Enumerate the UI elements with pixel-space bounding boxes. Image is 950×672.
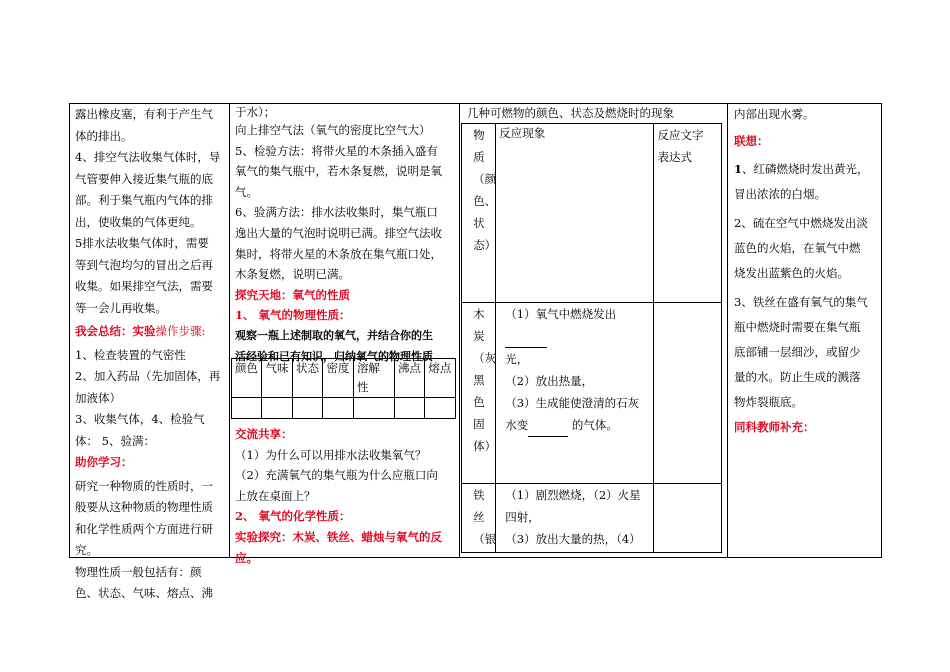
table-cell: 颜色 (232, 359, 262, 398)
text-line: 和化学性质两个方面进行研 (75, 521, 213, 536)
column-2 (235, 104, 457, 367)
text-line: 4、排空气法收集气体时，导 (75, 150, 221, 164)
text-line: 于水）； (235, 105, 276, 119)
step-line: 1、检查装置的气密性 (75, 347, 186, 362)
charcoal-name: 木炭（灰黑色固体） (462, 303, 496, 484)
column-1 (75, 104, 227, 605)
text-line: 内部出现水雾。 (734, 107, 815, 121)
text-line: 部。利于集气瓶内气体的排 (75, 193, 213, 207)
text-line: 向上排空气法（氧气的密度比空气大） (235, 123, 431, 137)
exchange-heading: 交流共享： (235, 427, 293, 441)
text-line: 逸出大量的气泡时说明已满。排空气法收 (235, 225, 442, 240)
header-substance: 物质（颜色、状态） (462, 124, 496, 303)
text-line: 体的排出。 (75, 128, 133, 143)
column-4 (734, 104, 880, 438)
text-line: 木条复燃，说明已满。 (235, 267, 350, 282)
physical-property-table (231, 358, 456, 419)
summary-heading: 我会总结：实验操作步骤: (75, 324, 206, 338)
text-line: 1、红磷燃烧时发出黄光， (734, 161, 869, 176)
text-line: 等一会儿再收集。 (75, 300, 167, 315)
combustion-table (461, 123, 722, 553)
table-cell[interactable] (394, 398, 424, 419)
header-expression: 反应文字 表达式 (654, 124, 722, 303)
table-row (462, 484, 722, 553)
table-cell: 气味 (262, 359, 292, 398)
table-row (232, 398, 456, 419)
table-row (462, 124, 722, 303)
text-line: 蓝色的火焰，在氧气中燃 (734, 240, 861, 255)
text-line: 冒出浓浓的白烟。 (734, 186, 826, 201)
table-cell[interactable] (425, 398, 456, 419)
question-line: （1）为什么可以用排水法收集氧气？ (235, 447, 427, 462)
table-cell[interactable] (262, 398, 292, 419)
text-line: 活经验和已有知识，归纳氧气的物理性质 (235, 349, 433, 363)
column-divider (229, 103, 230, 558)
text-line: 3、铁丝在盛有氧气的集气 (734, 294, 868, 309)
help-heading: 助你学习： (75, 455, 133, 469)
text-line: 露出橡皮塞，有利于产生气 (75, 107, 213, 121)
text-line: 等到气泡均匀的冒出之后再 (75, 257, 213, 272)
text-line: 气管要伸入接近集气瓶的底 (75, 171, 213, 186)
teacher-supplement-heading: 同科教师补充： (734, 419, 815, 434)
iron-name: 铁丝（银 (462, 484, 496, 553)
experiment-line: 应。 (235, 550, 258, 565)
combustion-table-title: 几种可燃物的颜色、状态及燃烧时的现象 (467, 106, 674, 120)
step-line: 2、加入药品（先加固体，再 (75, 369, 221, 383)
question-line: （2）充满氧气的集气瓶为什么应瓶口向 (235, 468, 438, 483)
text-line: 般要从这种物质的物理性质 (75, 500, 213, 514)
answer-blank[interactable] (505, 325, 547, 348)
text-line: 物炸裂瓶底。 (734, 394, 803, 409)
text-line: 烧发出蓝紫色的火焰。 (734, 265, 849, 280)
section-heading: 2、 氧气的化学性质： (235, 509, 351, 524)
table-cell[interactable] (292, 398, 322, 419)
association-heading: 联想： (734, 134, 769, 148)
text-line: 观察一瓶上述制取的氧气，并结合你的生 (235, 328, 433, 342)
text-line: 集时，将带火星的木条放在集气瓶口处， (235, 246, 442, 261)
iron-expression[interactable] (654, 484, 722, 553)
text-line: 色、状态、气味、熔点、沸 (75, 586, 213, 600)
question-line: 上放在桌面上？ (235, 488, 316, 503)
table-cell: 密度 (323, 359, 353, 398)
text-line: 底部铺一层细沙，或留少 (734, 344, 861, 359)
step-line: 3、收集气体，4、检验气 (75, 412, 205, 426)
text-line: 研究一种物质的性质时，一 (75, 478, 213, 493)
text-line: 量的水。防止生成的溅落 (734, 369, 861, 384)
column-divider (727, 103, 728, 558)
iron-reaction: （1）剧烈燃烧，（2）火星 四射， （3）放出大量的热，（4） (496, 484, 654, 553)
table-cell[interactable] (323, 398, 353, 419)
header-reaction: 反应现象 (496, 124, 654, 303)
table-cell[interactable] (353, 398, 394, 419)
table-cell: 沸点 (394, 359, 424, 398)
column-divider (459, 103, 460, 558)
text-line: 出，使收集的气体更纯。 (75, 214, 202, 229)
answer-blank[interactable] (528, 414, 568, 437)
table-cell: 熔点 (425, 359, 456, 398)
section-heading: 1、 氧气的物理性质： (235, 308, 351, 323)
text-line: 收集。如果排空气法，需要 (75, 279, 213, 293)
text-line: 5排水法收集气体时，需要 (75, 236, 209, 250)
text-line: 2、硫在空气中燃烧发出淡 (734, 215, 868, 230)
column-2-lower (235, 424, 457, 568)
text-line: 气。 (235, 184, 258, 199)
text-line: 瓶中燃烧时需要在集气瓶 (734, 319, 861, 334)
association-list (734, 157, 880, 415)
text-line: 究。 (75, 543, 98, 557)
charcoal-reaction: （1）氧气中燃烧发出 光， （2）放出热量， （3）生成能使澄清的石灰 水变 的气体。 (496, 303, 654, 484)
table-cell: 溶解性 (353, 359, 394, 398)
table-cell[interactable] (232, 398, 262, 419)
table-cell: 状态 (292, 359, 322, 398)
table-row (462, 303, 722, 484)
step-line: 体： 5、验满： (75, 433, 155, 448)
table-row (232, 359, 456, 398)
step-line: 加液体） (75, 390, 121, 405)
charcoal-expression[interactable] (654, 303, 722, 484)
explore-heading: 探究天地：氧气的性质 (235, 287, 350, 302)
text-line: 6、验满方法：排水法收集时，集气瓶口 (235, 205, 438, 220)
text-line: 物理性质一般包括有：颜 (75, 564, 202, 579)
text-line: 5、检验方法：将带火星的木条插入盛有 (235, 143, 438, 158)
experiment-line: 实验探究：木炭、铁丝、蜡烛与氧气的反 (235, 529, 442, 544)
text-line: 氧气的集气瓶中，若木条复燃，说明是氧 (235, 164, 442, 179)
